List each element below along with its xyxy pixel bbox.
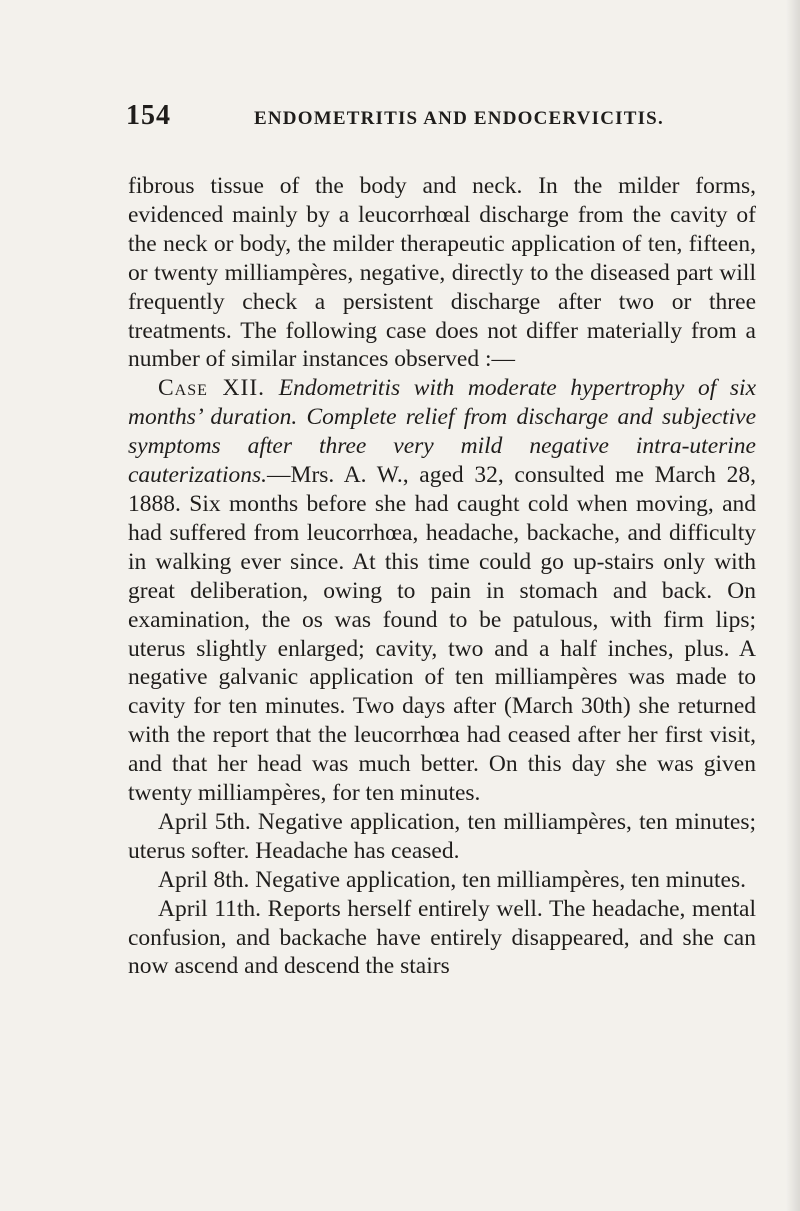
running-title: ENDOMETRITIS AND ENDOCERVICITIS. <box>254 108 664 129</box>
body-text <box>128 172 756 981</box>
page-number: 154 <box>126 100 171 131</box>
page-edge-shadow <box>786 0 800 1211</box>
case-title: Endometritis with moderate hypertrophy of six months’ duration. Complete relief from discharge and subjective symptoms after three very mild negative intra-uterine cauterizations. <box>128 375 757 489</box>
page-header <box>126 100 766 140</box>
entry-april-8: April 8th. Negative application, ten milliampères, ten minutes. <box>158 866 747 893</box>
paragraph-intro: fibrous tissue of the body and neck. In the milder forms, evidenced mainly by a leucorrhœal discharge from the cavity of the neck or body, the milder therapeutic application of ten, fifteen, or twenty milliampères, negative, directly to the diseased part will frequently check a persistent discharge after two or three treatments. The following case does not differ materially from a number of similar instances observed :— <box>128 173 756 373</box>
entry-april-5: April 5th. Negative application, ten milliampères, ten minutes; uterus softer. Headache has ceased. <box>128 808 756 864</box>
case-label: Case XII. <box>158 375 266 402</box>
entry-april-11: April 11th. Reports herself entirely well. The headache, mental confusion, and backache have entirely disappeared, and she can now ascend and descend the stairs <box>128 895 756 980</box>
case-paragraph <box>128 374 756 808</box>
case-body: —Mrs. A. W., aged 32, consulted me March 28, 1888. Six months before she had caught cold when moving, and had suffered from leucorrhœa, headache, backache, and difficulty in walking ever since. At this time could go up-stairs only with great deliberation, owing to pain in stomach and back. On examination, the os was found to be patulous, with firm lips; uterus slightly enlarged; cavity, two and a half inches, plus. A negative galvanic application of ten milliampères was made to cavity for ten minutes. Two days after (March 30th) she returned with the report that the leucorrhœa had ceased after her first visit, and that her head was much better. On this day she was given twenty milliampères, for ten minutes. <box>128 462 756 807</box>
